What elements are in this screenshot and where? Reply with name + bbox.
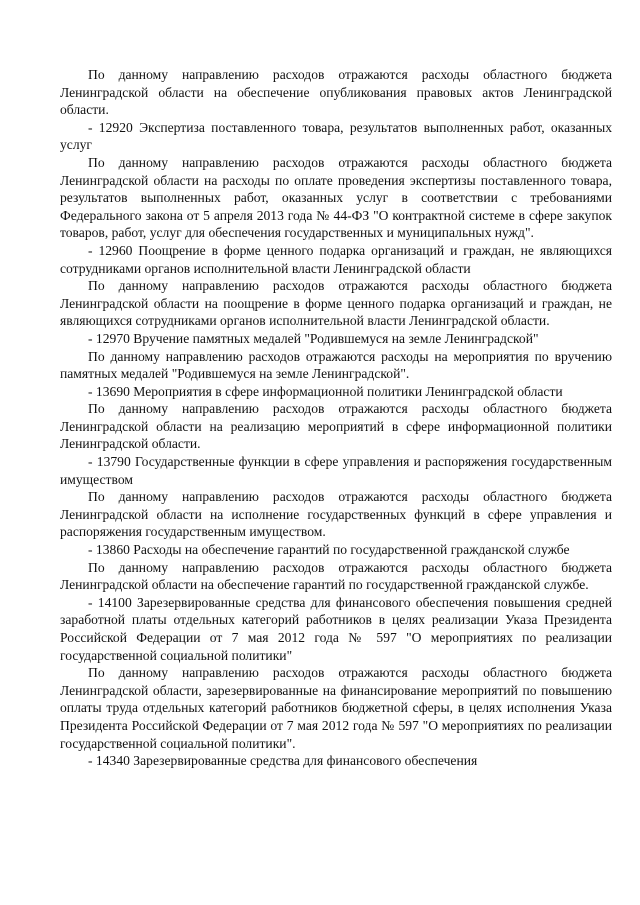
expense-item-heading: - 13690 Мероприятия в сфере информационной политики Ленинградской области xyxy=(88,383,563,399)
expense-item-heading: - 13790 Государственные функции в сфере управления и распоряжения государственным имуществом xyxy=(60,454,612,487)
paragraph-body: По данному направлению расходов отражаются расходы областного бюджета Ленинградской области на поощрение в форме ценного подарка организаций и граждан, не являющихся сотрудниками органов исполнительной власти Ленинградской области. xyxy=(60,278,612,329)
expense-item-heading: - 12960 Поощрение в форме ценного подарка организаций и граждан, не являющихся сотрудниками органов исполнительной власти Ленинградской области xyxy=(60,242,612,276)
paragraph-body: По данному направлению расходов отражаются расходы областного бюджета Ленинградской области на реализацию мероприятий в сфере информационной политики Ленинградской области. xyxy=(60,401,612,452)
paragraph-body: По данному направлению расходов отражаются расходы областного бюджета Ленинградской области на исполнение государственных функций в сфере управления и распоряжения государственным имуществом. xyxy=(60,489,612,540)
expense-item-heading: - 12970 Вручение памятных медалей "Родившемуся на земле Ленинградской" xyxy=(88,330,539,346)
expense-item-heading: - 14100 Зарезервированные средства для финансового обеспечения повышения средней заработной платы отдельных категорий работников в целях реализации Указа Президента Российской Федерации от 7 мая 2012 года № 597 "О мероприятиях по реализации государственной социальной политики" xyxy=(60,594,612,663)
paragraph-body: По данному направлению расходов отражаются расходы на мероприятия по вручению памятных медалей "Родившемуся на земле Ленинградской". xyxy=(60,348,612,382)
paragraph-body: По данному направлению расходов отражаются расходы областного бюджета Ленинградской области на расходы по оплате проведения экспертизы поставленного товара, результатов выполненных работ, оказанных услуг в соответствии с требованиями Федерального закона от 5 апреля 2013 года № 44-ФЗ "О контрактной системе в сфере закупок товаров, работ, услуг для обеспечения государственных и муниципальных нужд". xyxy=(60,154,612,241)
expense-item-heading: - 13860 Расходы на обеспечение гарантий по государственной гражданской службе xyxy=(88,542,570,558)
expense-item-heading: - 14340 Зарезервированные средства для финансового обеспечения xyxy=(88,753,478,769)
expense-item-heading: - 12920 Экспертиза поставленного товара, результатов выполненных работ, оказанных услуг xyxy=(60,119,612,153)
document-page xyxy=(60,66,612,770)
paragraph-body: По данному направлению расходов отражаются расходы областного бюджета Ленинградской области на обеспечение опубликования правовых актов Ленинградской области. xyxy=(60,67,612,118)
paragraph-body: По данному направлению расходов отражаются расходы областного бюджета Ленинградской области на обеспечение гарантий по государственной гражданской службе. xyxy=(60,559,612,593)
paragraph-body: По данному направлению расходов отражаются расходы областного бюджета Ленинградской области, зарезервированные на финансирование мероприятий по повышению оплаты труда отдельных категорий работников бюджетной сферы, в целях исполнения Указа Президента Российской Федерации от 7 мая 2012 года № 597 "О мероприятиях по реализации государственной социальной политики". xyxy=(60,665,612,751)
